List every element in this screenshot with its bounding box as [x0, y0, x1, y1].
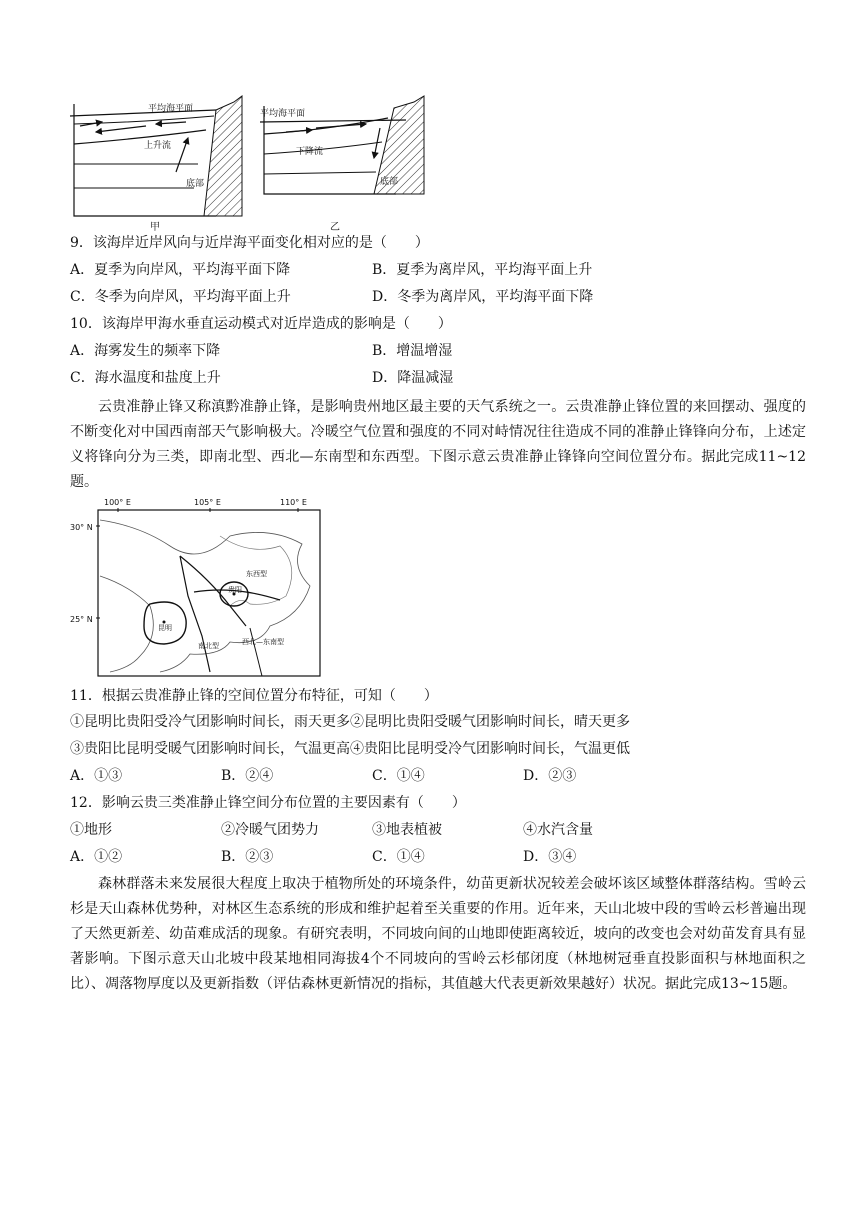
label-ew-type: 东西型: [246, 570, 267, 578]
label-bottom-right: 底部: [380, 177, 399, 187]
q9-option-c[interactable]: C．冬季为向岸风，平均海平面上升: [70, 289, 291, 305]
label-sea-level-left: 平均海平面: [148, 104, 194, 114]
lon-105: 105° E: [194, 498, 221, 507]
label-upwelling: 上升流: [144, 141, 172, 151]
q9-option-a[interactable]: A．夏季为向岸风，平均海平面下降: [70, 262, 291, 278]
label-bottom-left: 底部: [186, 179, 205, 189]
q11-statement-2: ③贵阳比昆明受暖气团影响时间长，气温更高④贵阳比昆明受冷气团影响时间长，气温更低: [70, 741, 630, 757]
q9-stem: 9．该海岸近岸风向与近岸海平面变化相对应的是（ ）: [70, 235, 429, 251]
diagram-jia: [70, 96, 242, 233]
q12-option-d[interactable]: D．③④: [523, 849, 577, 865]
q10-option-b[interactable]: B．增温增湿: [372, 343, 453, 359]
q9-option-b[interactable]: B．夏季为离岸风，平均海平面上升: [372, 262, 593, 278]
caption-yi: 乙: [330, 222, 340, 233]
q11-option-c[interactable]: C．①④: [372, 768, 425, 784]
label-ns-type: 南北型: [198, 642, 219, 650]
q11-option-b[interactable]: B．②④: [221, 768, 274, 784]
diagram-yi: [260, 96, 424, 233]
lon-100: 100° E: [104, 498, 131, 507]
lat-30: 30° N: [70, 523, 93, 532]
caption-jia: 甲: [150, 222, 160, 233]
lon-110: 110° E: [280, 498, 307, 507]
q12-factor-1: ①地形: [70, 822, 112, 838]
label-downwelling: 下降流: [296, 147, 324, 157]
passage-front: 云贵准静止锋又称滇黔准静止锋，是影响贵州地区最主要的天气系统之一。云贵准静止锋位置的来回摆动、强度的不断变化对中国西南部天气影响极大。冷暖空气位置和强度的不同对峙情况往往造成不同的准静止锋锋向分布，上述定义将锋向分为三类，即南北型、西北—东南型和东西型。下图示意云贵准静止锋锋向空间位置分布。据此完成11~12题。: [70, 399, 806, 490]
q10-option-c[interactable]: C．海水温度和盐度上升: [70, 370, 221, 386]
front-map: [70, 496, 330, 680]
lat-25: 25° N: [70, 615, 93, 624]
q12-factor-2: ②冷暖气团势力: [221, 822, 319, 838]
q12-option-a[interactable]: A．①②: [70, 849, 123, 865]
q10-stem: 10．该海岸甲海水垂直运动模式对近岸造成的影响是（ ）: [70, 316, 452, 332]
q12-option-b[interactable]: B．②③: [221, 849, 274, 865]
q11-statement-1: ①昆明比贵阳受冷气团影响时间长，雨天更多②昆明比贵阳受暖气团影响时间长，晴天更多: [70, 714, 630, 730]
label-nwse-type: 西北—东南型: [242, 638, 284, 646]
q11-option-a[interactable]: A．①③: [70, 768, 123, 784]
city-guiyang: 贵阳: [228, 586, 242, 594]
label-sea-level-right: 平均海平面: [260, 109, 306, 119]
passage-spruce: 森林群落未来发展很大程度上取决于植物所处的环境条件，幼苗更新状况较差会破坏该区域整体群落结构。雪岭云杉是天山森林优势种，对林区生态系统的形成和维护起着至关重要的作用。近年来，天山北坡中段的雪岭云杉普遍出现了天然更新差、幼苗难成活的现象。有研究表明，不同坡向间的山地即使距离较近，坡向的改变也会对幼苗发育具有显著影响。下图示意天山北坡中段某地相同海拔4个不同坡向的雪岭云杉郁闭度（林地树冠垂直投影面积与林地面积之比）、凋落物厚度以及更新指数（评估森林更新情况的指标，其值越大代表更新效果越好）状况。据此完成13~15题。: [70, 876, 806, 992]
city-kunming: 昆明: [158, 624, 172, 632]
q10-option-d[interactable]: D．降温减湿: [372, 370, 454, 386]
q11-stem: 11．根据云贵准静止锋的空间位置分布特征，可知（ ）: [70, 688, 438, 704]
coastal-current-diagrams: [66, 94, 426, 234]
q12-option-c[interactable]: C．①④: [372, 849, 425, 865]
q9-option-d[interactable]: D．冬季为离岸风，平均海平面下降: [372, 289, 594, 305]
q10-option-a[interactable]: A．海雾发生的频率下降: [70, 343, 221, 359]
q11-option-d[interactable]: D．②③: [523, 768, 577, 784]
q12-stem: 12．影响云贵三类准静止锋空间分布位置的主要因素有（ ）: [70, 795, 466, 811]
q12-factor-3: ③地表植被: [372, 822, 442, 838]
q12-factor-4: ④水汽含量: [523, 822, 593, 838]
